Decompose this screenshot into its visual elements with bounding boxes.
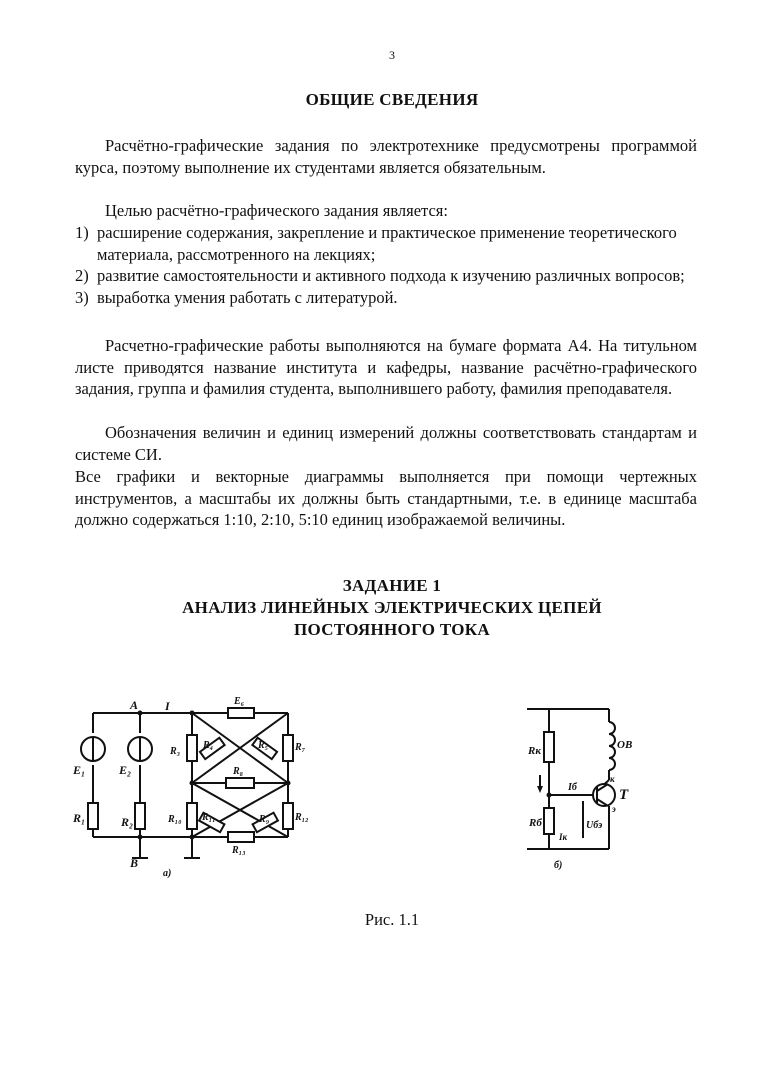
- label-r3: R₃: [170, 746, 181, 757]
- page-number: 3: [389, 48, 395, 62]
- list-text: выработка умения работать с литературой.: [97, 287, 398, 307]
- label-rk: Rк: [528, 745, 541, 757]
- current-label: I: [165, 699, 170, 713]
- label-ik: Iк: [559, 832, 568, 842]
- list-number: 1): [75, 223, 89, 242]
- label-e1: E₁: [73, 763, 86, 777]
- paragraph-graphics: Все графики и векторные диаграммы выполняется при помощи чертежных инструментов, а масштабы их должны быть стандартными, т.е. в единице масштаба должно содержаться 1:10, 2:10, 5:10 единиц изображаемой величины.: [75, 467, 697, 529]
- list-text: расширение содержания, закрепление и практическое применение теоретического материала, рассмотренного на лекциях;: [97, 223, 677, 264]
- label-r5: R₅: [258, 740, 269, 751]
- label-r2: R₂: [121, 815, 134, 829]
- paragraph-intro: Расчётно-графические задания по электротехнике предусмотрены программой курса, поэтому выполнение их студентами является обязательным.: [75, 136, 697, 177]
- label-r4: R₄: [203, 740, 214, 751]
- label-ob: ОВ: [617, 739, 633, 751]
- label-ib: Iб: [568, 782, 577, 793]
- label-k: к: [610, 774, 615, 784]
- paragraph-format: Расчетно-графические работы выполняются на бумаге формата А4. На титульном листе приводятся название института и кафедры, название расчётно-графического задания, группа и фамилия студента, выполнившего работу, фамилия преподавателя.: [75, 336, 697, 398]
- paragraph-units: Обозначения величин и единиц измерений должны соответствовать стандартам и системе СИ.: [75, 423, 697, 464]
- label-r11: R₁₁: [202, 812, 216, 823]
- label-r10: R₁₀: [168, 814, 182, 825]
- section-title: ОБЩИЕ СВЕДЕНИЯ: [305, 90, 479, 109]
- label-r12: R₁₂: [295, 812, 309, 823]
- label-r7: R₇: [295, 742, 306, 753]
- list-text: развитие самостоятельности и активного подхода к изучению различных вопросов;: [97, 266, 685, 285]
- label-e2: E₂: [119, 763, 132, 777]
- sublabel-b: б): [554, 860, 563, 871]
- label-r9: R₉: [259, 814, 270, 825]
- task-subtitle: АНАЛИЗ ЛИНЕЙНЫХ ЭЛЕКТРИЧЕСКИХ ЦЕПЕЙ: [182, 598, 602, 617]
- label-r8: R₈: [233, 766, 244, 777]
- sublabel-a: а): [163, 868, 172, 879]
- label-e6: E₆: [234, 696, 245, 707]
- label-r13: R₁₃: [232, 845, 246, 856]
- list-number: 3): [75, 287, 89, 307]
- label-t: Т: [619, 787, 629, 803]
- label-r1: R₁: [73, 811, 86, 825]
- node-b-label: B: [130, 856, 139, 870]
- label-e: э: [612, 804, 616, 814]
- label-rb: Rб: [529, 817, 542, 829]
- task-subtitle-2: ПОСТОЯННОГО ТОКА: [294, 620, 490, 639]
- label-ube: Uбэ: [586, 820, 603, 831]
- task-title: ЗАДАНИЕ 1: [342, 576, 442, 595]
- node-a-label: A: [130, 698, 139, 712]
- list-number: 2): [75, 266, 89, 285]
- figure-caption: Рис. 1.1: [364, 910, 420, 929]
- paragraph-goal: Целью расчётно-графического задания является:: [105, 201, 448, 220]
